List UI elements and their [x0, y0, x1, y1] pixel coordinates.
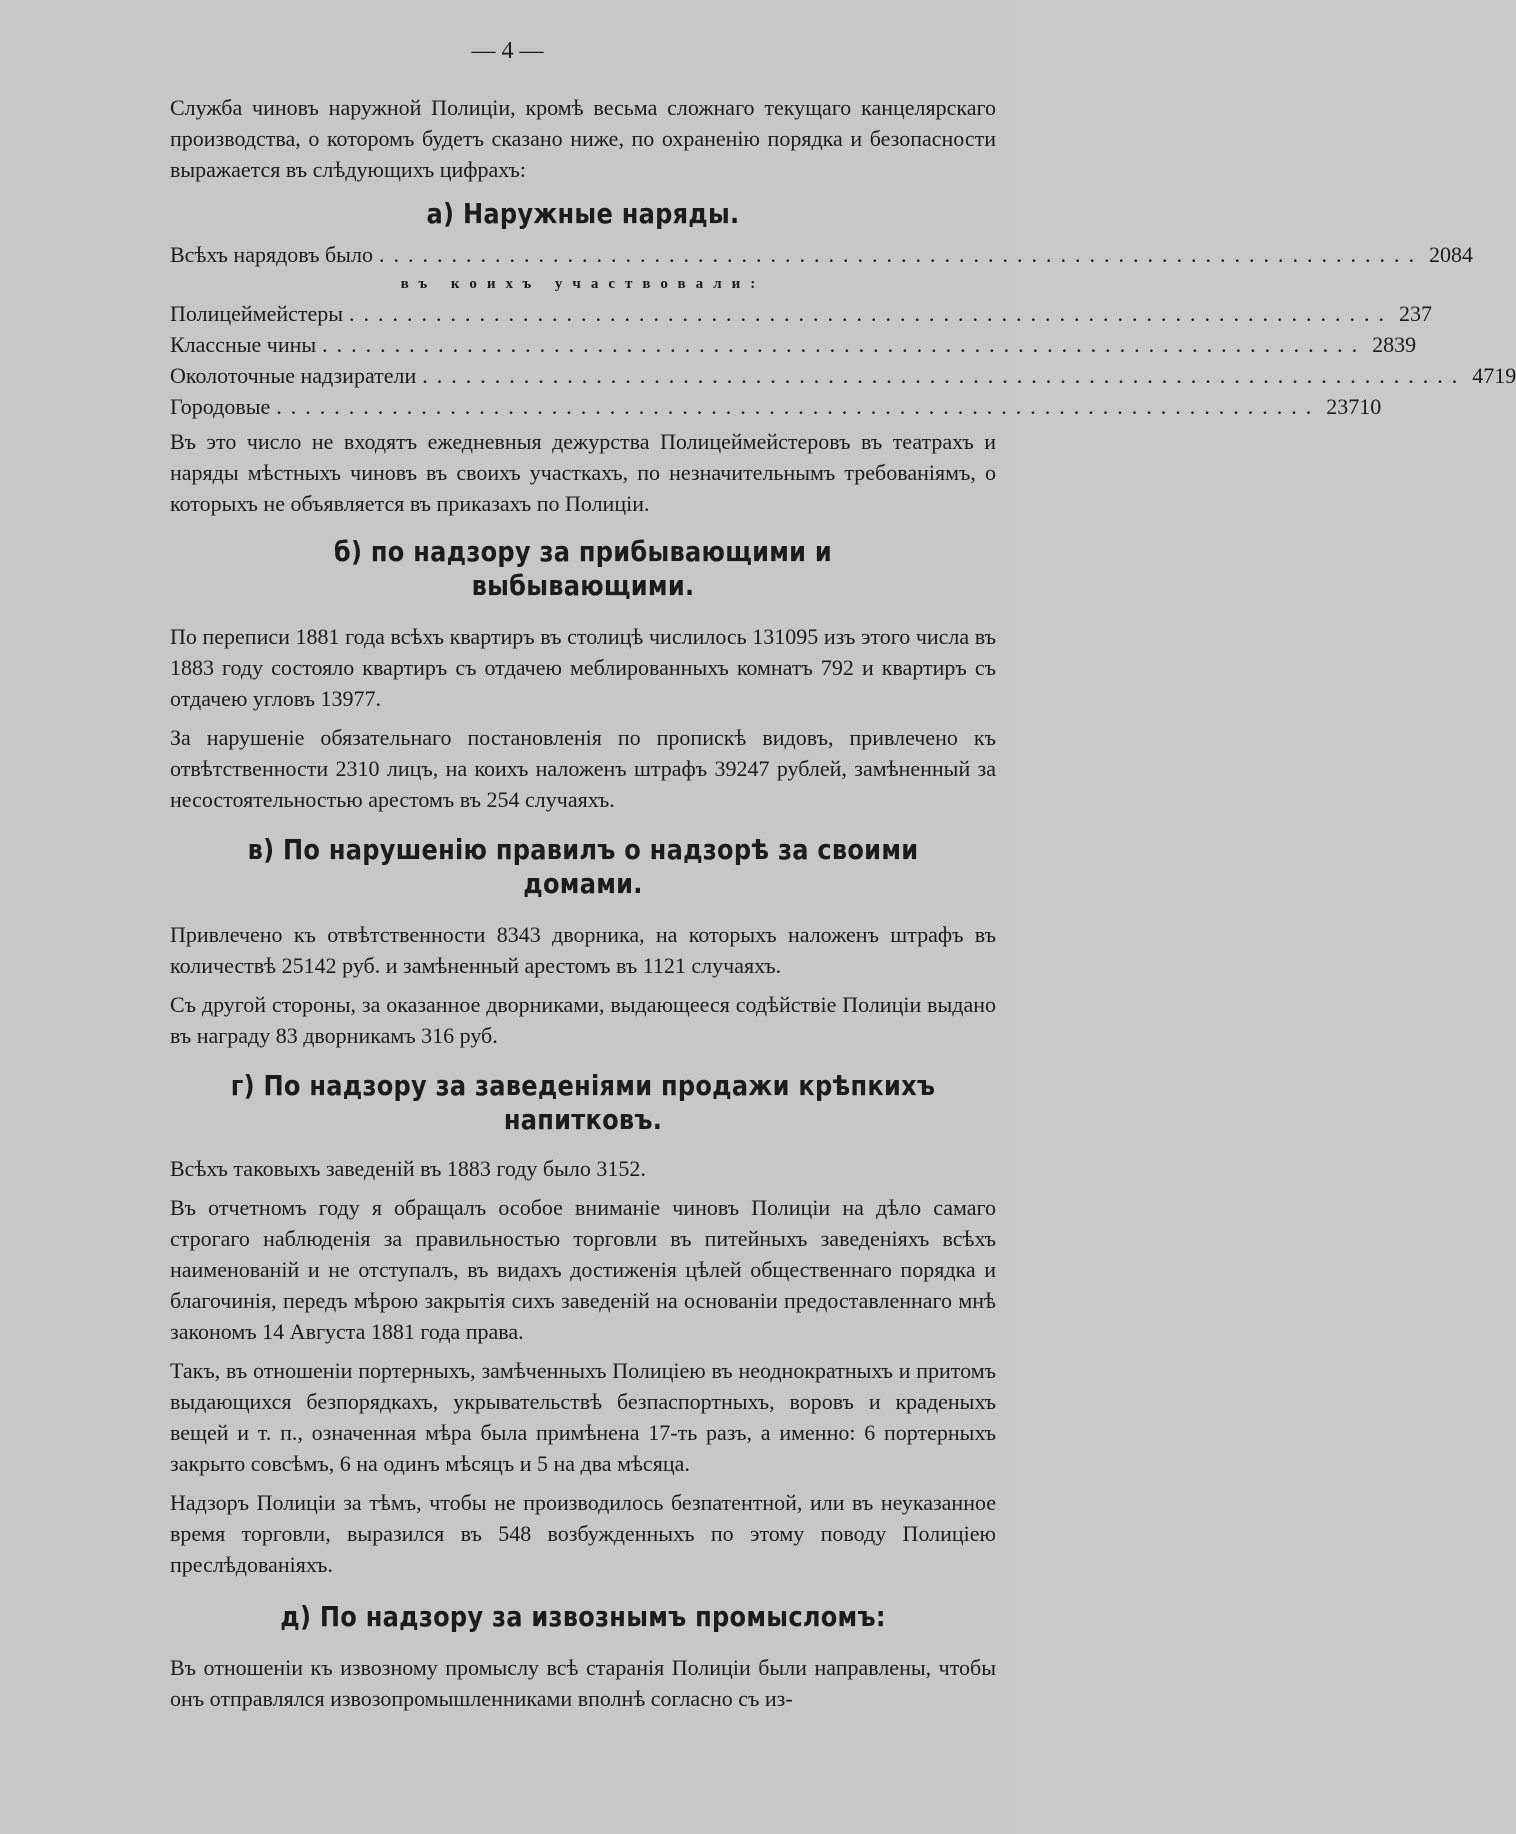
section-v-heading: в) По нарушенію правилъ о надзорѣ за своими домами. [247, 833, 919, 900]
total-orders-value: 2084 [1428, 242, 1473, 267]
page-number: — 4 — [471, 38, 544, 64]
section-a-note: Въ это число не входятъ ежедневныя дежурства Полицеймейстеровъ въ театрахъ и наряды мѣстныхъ чиновъ въ своихъ участкахъ, по незначительнымъ требованіямъ, о которыхъ не объявляется въ приказахъ по Полиціи. [170, 429, 996, 516]
participants-caption: въ коихъ участвовали: [400, 276, 766, 292]
participant-value: 23710 [1326, 394, 1382, 419]
section-d-heading: д) По надзору за извознымъ промысломъ: [280, 1600, 886, 1633]
participant-label: Городовые [170, 394, 271, 419]
section-v-paragraph: Привлечено къ отвѣтственности 8343 дворника, на которыхъ наложенъ штрафъ въ количествѣ 25142 руб. и замѣненный арестомъ въ 1121 случаяхъ. [170, 922, 996, 978]
section-b-paragraph: По переписи 1881 года всѣхъ квартиръ въ столицѣ числилось 131095 изъ этого числа въ 1883 году состояло квартиръ съ отдачею меблированныхъ комнатъ 792 и квартиръ съ отдачею угловъ 13977. [170, 624, 996, 711]
participant-row [170, 391, 1382, 422]
section-b-heading: б) по надзору за прибывающими и выбывающими. [333, 535, 833, 602]
page-content [170, 92, 1516, 1714]
participant-row [170, 360, 1516, 391]
participant-label: Классные чины [170, 332, 317, 357]
section-b-paragraph: За нарушеніе обязательнаго постановленія по пропискѣ видовъ, привлечено къ отвѣтственности 2310 лицъ, на коихъ наложенъ штрафъ 39247 рублей, замѣненный за несостоятельностью арестомъ въ 254 случаяхъ. [170, 725, 996, 812]
total-orders-label: Всѣхъ нарядовъ было [170, 242, 373, 267]
section-g-paragraph: Въ отчетномъ году я обращалъ особое вниманіе чиновъ Полиціи на дѣло самаго строгаго наблюденія за правильностью торговли въ питейныхъ заведеніяхъ всѣхъ наименованій и не отступалъ, въ видахъ достиженія цѣлей общественнаго порядка и благочинія, передъ мѣрою закрытія сихъ заведеній на основаніи предоставленнаго мнѣ закономъ 14 Августа 1881 года права. [170, 1195, 996, 1344]
leader-dots: ........................................................................ [378, 242, 1423, 267]
section-g-paragraph: Такъ, въ отношеніи портерныхъ, замѣченныхъ Полиціею въ неоднократныхъ и притомъ выдающихся безпорядкахъ, укрывательствѣ безпаспортныхъ, воровъ и краденыхъ вещей и т. п., означенная мѣра была примѣнена 17-ть разъ, а именно: 6 портерныхъ закрыто совсѣмъ, 6 на одинъ мѣсяцъ и 5 на два мѣсяца. [170, 1358, 996, 1476]
section-a-heading: а) Наружные наряды. [426, 197, 740, 230]
participant-label: Околоточные надзиратели [170, 363, 417, 388]
participant-value: 237 [1399, 301, 1433, 326]
participant-value: 4719 [1472, 363, 1516, 388]
total-orders-row [170, 239, 1473, 270]
leader-dots: ........................................................................ [322, 332, 1367, 357]
participant-row [170, 298, 1433, 329]
participant-label: Полицеймейстеры [170, 301, 344, 326]
section-g-paragraph: Надзоръ Полиціи за тѣмъ, чтобы не производилось безпатентной, или въ неуказанное время торговли, выразился въ 548 возбужденныхъ по этому поводу Полиціею преслѣдованіяхъ. [170, 1490, 996, 1577]
section-g-paragraph: Всѣхъ таковыхъ заведеній въ 1883 году было 3152. [170, 1156, 646, 1181]
participant-row [170, 329, 1417, 360]
leader-dots: ........................................................................ [422, 363, 1467, 388]
leader-dots: ........................................................................ [276, 394, 1321, 419]
section-v-paragraph: Съ другой стороны, за оказанное дворниками, выдающееся содѣйствіе Полиціи выдано въ награду 83 дворникамъ 316 руб. [170, 992, 996, 1048]
intro-paragraph: Служба чиновъ наружной Полиціи, кромѣ весьма сложнаго текущаго канцелярскаго производства, о которомъ будетъ сказано ниже, по охраненію порядка и безопасности выражается въ слѣдующихъ цифрахъ: [170, 95, 996, 182]
leader-dots: ........................................................................ [349, 301, 1394, 326]
participant-value: 2839 [1372, 332, 1417, 357]
section-d-paragraph: Въ отношеніи къ извозному промыслу всѣ старанія Полиціи были направлены, чтобы онъ отправлялся извозопромышленниками вполнѣ согласно съ из- [170, 1655, 996, 1711]
section-g-heading: г) По надзору за заведеніями продажи крѣпкихъ напитковъ. [230, 1069, 936, 1136]
